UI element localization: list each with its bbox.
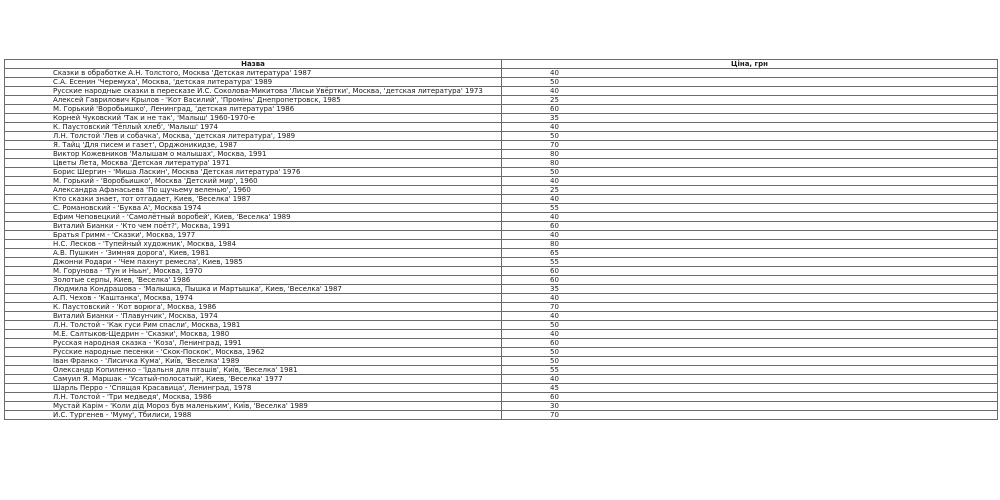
book-title-cell[interactable]: К. Паустовский - 'Кот ворюга', Москва, 1986 [5, 303, 502, 312]
price-cell[interactable]: 65 [502, 249, 998, 258]
price-cell[interactable]: 60 [502, 267, 998, 276]
price-cell[interactable]: 70 [502, 303, 998, 312]
book-title-cell[interactable]: Іван Франко - 'Лисичка Кума', Київ, 'Веселка' 1989 [5, 357, 502, 366]
book-title-cell[interactable]: Джонни Родари - 'Чем пахнут ремесла', Киев, 1985 [5, 258, 502, 267]
price-cell[interactable]: 60 [502, 393, 998, 402]
table-row [5, 339, 998, 348]
book-title-cell[interactable]: Борис Шергин - 'Миша Ласкин', Москва 'Детская литература' 1976 [5, 168, 502, 177]
price-cell[interactable]: 40 [502, 69, 998, 78]
column-header-name: Назва [5, 60, 502, 69]
table-row [5, 105, 998, 114]
price-cell[interactable]: 40 [502, 123, 998, 132]
table-row [5, 231, 998, 240]
table-row [5, 285, 998, 294]
book-title-cell[interactable]: Олександр Копиленко - 'Їдальня для пташів', Київ, 'Веселка' 1981 [5, 366, 502, 375]
book-title-cell[interactable]: К. Паустовский 'Тёплый хлеб', 'Малыш' 1974 [5, 123, 502, 132]
table-row [5, 78, 998, 87]
book-title-cell[interactable]: А.П. Чехов - 'Каштанка', Москва, 1974 [5, 294, 502, 303]
book-title-cell[interactable]: Цветы Лета, Москва 'Детская литература' 1971 [5, 159, 502, 168]
table-row [5, 177, 998, 186]
book-title-cell[interactable]: Кто сказки знает, тот отгадает, Киев, 'Веселка' 1987 [5, 195, 502, 204]
price-cell[interactable]: 40 [502, 294, 998, 303]
price-cell[interactable]: 50 [502, 348, 998, 357]
table-row [5, 348, 998, 357]
table-row [5, 411, 998, 420]
book-title-cell[interactable]: Алексей Гаврилович Крылов - 'Кот Василий', 'Промінь' Днепропетровск, 1985 [5, 96, 502, 105]
table-row [5, 123, 998, 132]
book-title-cell[interactable]: Ефим Чеповецкий - 'Самолётный воробей', Киев, 'Веселка' 1989 [5, 213, 502, 222]
price-cell[interactable]: 25 [502, 96, 998, 105]
book-title-cell[interactable]: Н.С. Лесков - 'Тупейный художник', Москва, 1984 [5, 240, 502, 249]
price-cell[interactable]: 50 [502, 78, 998, 87]
book-title-cell[interactable]: И.С. Тургенев - 'Муму', Тбилиси, 1988 [5, 411, 502, 420]
price-cell[interactable]: 60 [502, 276, 998, 285]
table-row [5, 87, 998, 96]
price-cell[interactable]: 40 [502, 330, 998, 339]
table-row [5, 276, 998, 285]
book-title-cell[interactable]: М.Е. Салтыков-Щедрин - 'Сказки', Москва, 1980 [5, 330, 502, 339]
book-title-cell[interactable]: С.А. Есенин 'Черемуха', Москва, 'детская литература' 1989 [5, 78, 502, 87]
table-row [5, 366, 998, 375]
book-title-cell[interactable]: Виктор Кожевников 'Малышам о малышах', Москва, 1991 [5, 150, 502, 159]
table-row [5, 132, 998, 141]
price-cell[interactable]: 45 [502, 384, 998, 393]
book-title-cell[interactable]: Я. Тайц 'Для писем и газет', Орджоникидзе, 1987 [5, 141, 502, 150]
price-cell[interactable]: 55 [502, 366, 998, 375]
book-title-cell[interactable]: Людмила Кондрашова - 'Малышка, Пышка и Мартышка', Киев, 'Веселка' 1987 [5, 285, 502, 294]
price-cell[interactable]: 40 [502, 213, 998, 222]
price-cell[interactable]: 35 [502, 285, 998, 294]
table-row [5, 393, 998, 402]
table-row [5, 222, 998, 231]
book-title-cell[interactable]: Виталий Бианки - 'Плавунчик', Москва, 1974 [5, 312, 502, 321]
table-row [5, 96, 998, 105]
price-cell[interactable]: 55 [502, 258, 998, 267]
price-cell[interactable]: 40 [502, 87, 998, 96]
book-title-cell[interactable]: Шарль Перро - 'Спящая Красавица', Ленинград, 1978 [5, 384, 502, 393]
book-title-cell[interactable]: А.В. Пушкин - 'Зимняя дорога', Киев, 1981 [5, 249, 502, 258]
table-row [5, 330, 998, 339]
table-row [5, 240, 998, 249]
price-cell[interactable]: 40 [502, 231, 998, 240]
table-row [5, 303, 998, 312]
table-row [5, 258, 998, 267]
table-row [5, 249, 998, 258]
book-title-cell[interactable]: Александра Афанасьева 'По щучьему веленью', 1960 [5, 186, 502, 195]
table-row [5, 402, 998, 411]
book-title-cell[interactable]: С. Романовский - 'Буква А', Москва 1974 [5, 204, 502, 213]
column-header-price: Ціна, грн [502, 60, 998, 69]
price-cell[interactable]: 50 [502, 357, 998, 366]
table-row [5, 267, 998, 276]
book-title-cell[interactable]: Л.Н. Толстой - 'Как гуси Рим спасли', Москва, 1981 [5, 321, 502, 330]
price-cell[interactable]: 50 [502, 168, 998, 177]
table-row [5, 213, 998, 222]
price-cell[interactable]: 25 [502, 186, 998, 195]
table-row [5, 357, 998, 366]
table-row [5, 114, 998, 123]
price-cell[interactable]: 70 [502, 141, 998, 150]
price-cell[interactable]: 35 [502, 114, 998, 123]
table-row [5, 195, 998, 204]
book-title-cell[interactable]: Русская народная сказка - 'Коза', Ленинград, 1991 [5, 339, 502, 348]
price-cell[interactable]: 80 [502, 150, 998, 159]
price-cell[interactable]: 55 [502, 204, 998, 213]
table-row [5, 150, 998, 159]
price-cell[interactable]: 60 [502, 222, 998, 231]
price-cell[interactable]: 60 [502, 105, 998, 114]
book-title-cell[interactable]: Л.Н. Толстой 'Лев и собачка', Москва, 'детская литература', 1989 [5, 132, 502, 141]
book-title-cell[interactable]: Золотые серпы, Киев, 'Веселка' 1986 [5, 276, 502, 285]
price-cell[interactable]: 40 [502, 195, 998, 204]
table-row [5, 384, 998, 393]
book-title-cell[interactable]: Сказки в обработке А.Н. Толстого, Москва 'Детская литература' 1987 [5, 69, 502, 78]
table-row [5, 294, 998, 303]
book-title-cell[interactable]: Л.Н. Толстой - 'Три медведя', Москва, 1986 [5, 393, 502, 402]
table-row [5, 204, 998, 213]
table-body [5, 69, 998, 420]
price-cell[interactable]: 40 [502, 375, 998, 384]
price-cell[interactable]: 70 [502, 411, 998, 420]
price-cell[interactable]: 30 [502, 402, 998, 411]
table-header-row [5, 60, 998, 69]
table-row [5, 141, 998, 150]
table-row [5, 159, 998, 168]
book-title-cell[interactable]: Корней Чуковский 'Так и не так', 'Малыш' 1960-1970-е [5, 114, 502, 123]
price-cell[interactable]: 40 [502, 312, 998, 321]
price-cell[interactable]: 50 [502, 321, 998, 330]
book-title-cell[interactable]: М. Горький - 'Воробьишко', Москва 'Детский мир', 1960 [5, 177, 502, 186]
table-row [5, 186, 998, 195]
book-title-cell[interactable]: Самуил Я. Маршак - 'Усатый-полосатый', Киев, 'Веселка' 1977 [5, 375, 502, 384]
table-row [5, 321, 998, 330]
table-row [5, 69, 998, 78]
price-table [4, 59, 998, 420]
book-title-cell[interactable]: М. Горунова - 'Тун и Нььн', Москва, 1970 [5, 267, 502, 276]
book-title-cell[interactable]: Братья Гримм - 'Сказки', Москва, 1977 [5, 231, 502, 240]
price-cell[interactable]: 80 [502, 240, 998, 249]
book-title-cell[interactable]: Виталий Бианки - 'Кто чем поёт?', Москва, 1991 [5, 222, 502, 231]
price-cell[interactable]: 50 [502, 132, 998, 141]
table-row [5, 375, 998, 384]
price-cell[interactable]: 60 [502, 339, 998, 348]
table-row [5, 168, 998, 177]
book-title-cell[interactable]: Русские народные песенки - 'Скок-Поскок', Москва, 1962 [5, 348, 502, 357]
book-title-cell[interactable]: Русские народные сказки в пересказе И.С. Соколова-Микитова 'Лисьи Увёртки', Москва, 'детская литература' 1973 [5, 87, 502, 96]
price-cell[interactable]: 80 [502, 159, 998, 168]
table-row [5, 312, 998, 321]
book-title-cell[interactable]: М. Горький 'Воробьишко', Ленинград, 'детская литература' 1986 [5, 105, 502, 114]
book-title-cell[interactable]: Мустай Карім - 'Коли дід Мороз був маленьким', Київ, 'Веселка' 1989 [5, 402, 502, 411]
price-cell[interactable]: 40 [502, 177, 998, 186]
